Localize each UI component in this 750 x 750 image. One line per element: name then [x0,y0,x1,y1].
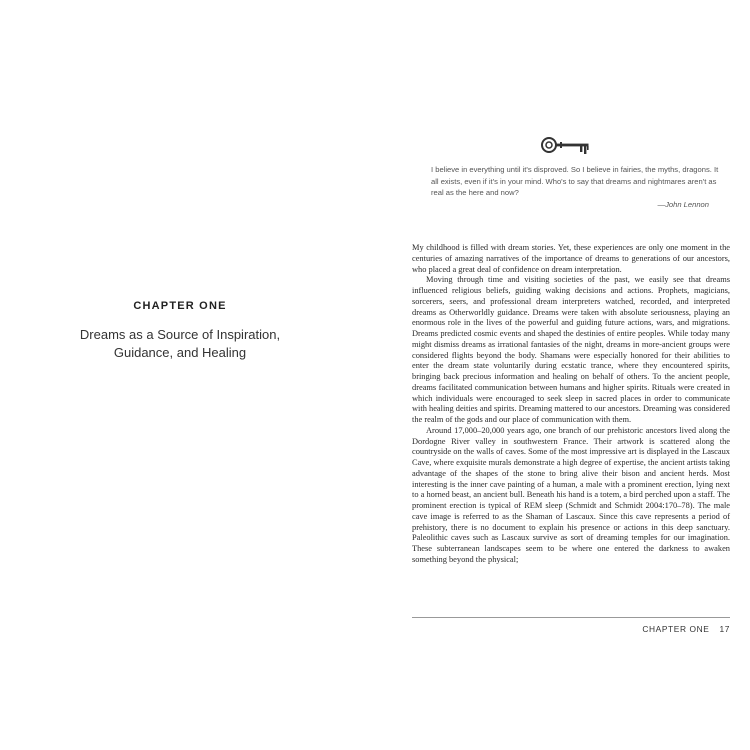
paragraph-2: Moving through time and visiting societies of the past, we easily see that dreams influenced religious beliefs, guiding waking decisions and actions. Prophets, magicians, sorcerers, seers, and professional dream interpreters watched, recorded, and interpreted dreams as Otherworldly guidance. Dreams were taken with absolute seriousness, playing an enormous role in the lives of the powerful and guiding future actions, wars, and migrations. Dreams predicted cosmic events and shaped the destinies of entire peoples. While today many might dismiss dreams as irrational fantasies of the night, dreams in more-ancient groups were considered flights beyond the body. Shamans were especially honored for their abilities to enter the dream state voluntarily during ecstatic trance, where they encountered spirits, bringing back precious information and healing on behalf of others. To the ancient people, dreams facilitated communication between humans and higher spirits. Rituals were created in which individuals were encouraged to seek sleep in sacred places in order to communicate with healing deities and spirits. Dreaming mattered to our ancestors. Dreaming was considered the realm of the gods and our place of communication with them. [412,275,730,424]
key-icon [540,133,592,157]
chapter-title [58,326,302,362]
epigraph-attribution: —John Lennon [657,200,709,209]
page-number: 17 [719,624,730,634]
page-footer [412,624,730,634]
chapter-title-line-2: Guidance, and Healing [113,345,247,360]
footer-rule [412,617,730,618]
chapter-title-line-1: Dreams as a Source of Inspiration, [79,327,281,342]
chapter-label: CHAPTER ONE [133,300,227,312]
running-head: CHAPTER ONE [642,624,710,634]
epigraph-quote: I believe in everything until it's disproved. So I believe in fairies, the myths, dragons. It all exists, even if it's in your mind. Who's to say that dreams and nightmares aren't as real as the here and now? [431,165,719,198]
body-text [412,243,730,566]
paragraph-1: My childhood is filled with dream stories. Yet, these experiences are only one moment in the centuries of amazing narratives of the importance of dreams to generations of our ancestors, who placed a great deal of confidence on dream interpretation. [412,243,730,274]
right-page [375,0,750,750]
paragraph-3: Around 17,000–20,000 years ago, one branch of our prehistoric ancestors lived along the Dordogne River valley in southwestern France. Their artwork is scattered along the countryside on the walls of caves. Some of the most impressive art is displayed in the Lascaux Cave, where exquisite murals demonstrate a high degree of expertise, the ancient artists taking advantage of the shapes of the stone to bring alive their bison and ancient herds. Most interesting is the inner cave painting of a human, a male with a prominent erection, lying next to a horned beast, an ancient bull. Beneath his hand is a totem, a bird perched upon a staff. The prominent erection is typical of REM sleep (Schmidt and Schmidt 2004:170–78). The male cave image is referred to as the Shaman of Lascaux. Since this cave represents a period of prehistory, there is no document to explain his presence or actions in this deep sanctuary. Paleolithic caves such as Lascaux survive as sort of dreaming temples for our imagination. These subterranean landscapes seem to be where one entered the darkness to awaken something beyond the physical; [412,425,730,564]
